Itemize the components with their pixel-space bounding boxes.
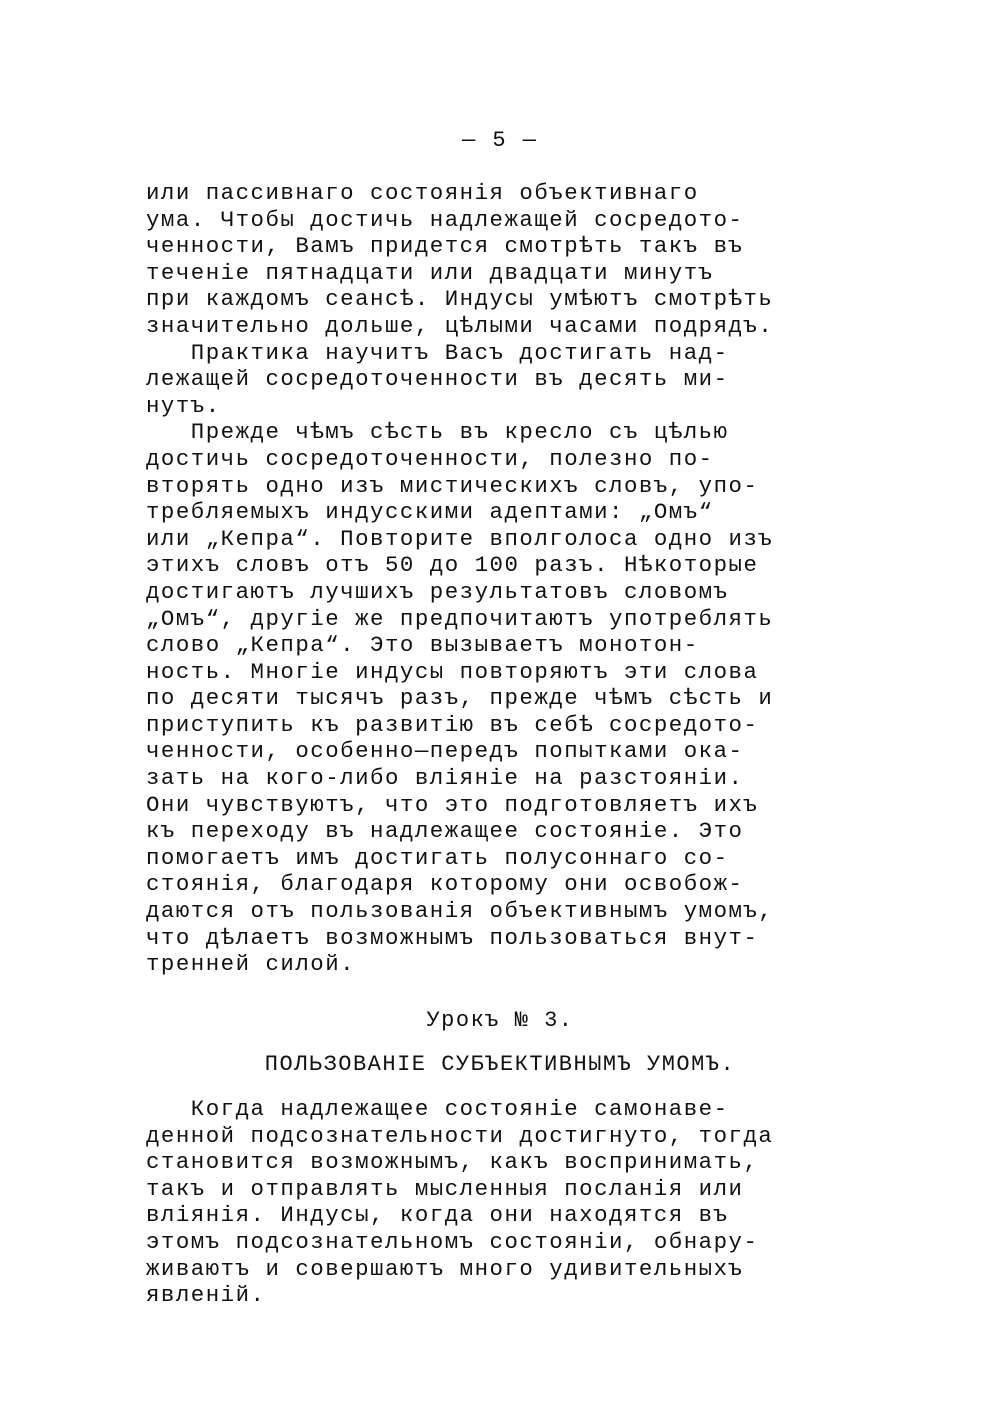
text-line: при каждомъ сеансѣ. Индусы умѣютъ смотрѣть bbox=[146, 286, 774, 313]
text-line: Практика научитъ Васъ достигать над- bbox=[146, 339, 729, 366]
text-line: Они чувствуютъ, что это подготовляетъ ихъ bbox=[146, 791, 759, 818]
text-line: значительно дольше, цѣлыми часами подрядъ. bbox=[146, 312, 774, 339]
text-line: зать на кого-либо вліяніе на разстояніи. bbox=[146, 765, 744, 792]
paragraph-block-2 bbox=[146, 1096, 858, 1309]
text-line: ченности, Вамъ придется смотрѣть такъ въ bbox=[146, 233, 744, 260]
text-line: этомъ подсознательномъ состояніи, обнару- bbox=[146, 1228, 759, 1255]
text-line: или „Кепра“. Повторите вполголоса одно изъ bbox=[146, 525, 774, 552]
text-line: или пассивнаго состоянія объективнаго bbox=[146, 180, 699, 206]
text-line: тренней силой. bbox=[146, 951, 356, 978]
text-line: помогаетъ имъ достигать полусоннаго со- bbox=[146, 844, 729, 871]
text-line: Прежде чѣмъ сѣсть въ кресло съ цѣлью bbox=[146, 419, 729, 446]
text-line: вторять одно изъ мистическихъ словъ, упо- bbox=[146, 472, 759, 499]
text-line: нутъ. bbox=[146, 392, 221, 419]
text-line: этихъ словъ отъ 50 до 100 разъ. Нѣкоторые bbox=[146, 552, 759, 579]
text-line: стоянія, благодаря которому они освобож- bbox=[146, 871, 744, 898]
lesson-title: Урокъ № 3. bbox=[426, 1008, 574, 1033]
text-line: къ переходу въ надлежащее состояніе. Это bbox=[146, 818, 744, 845]
text-line: живаютъ и совершаютъ много удивительныхъ bbox=[146, 1255, 744, 1282]
text-line: ность. Многіе индусы повторяютъ эти слова bbox=[146, 658, 759, 685]
text-line: „Омъ“, другіе же предпочитаютъ употреблять bbox=[146, 605, 774, 632]
text-line: денной подсознательности достигнуто, тогда bbox=[146, 1122, 774, 1149]
text-line: приступить къ развитію въ себѣ сосредото- bbox=[146, 711, 759, 738]
text-line: лежащей сосредоточенности въ десять ми- bbox=[146, 366, 729, 393]
text-line: что дѣлаетъ возможнымъ пользоваться внут- bbox=[146, 924, 759, 951]
page-number: — 5 — bbox=[461, 128, 538, 153]
text-line: такъ и отправлять мысленныя посланія или bbox=[146, 1175, 744, 1202]
text-line: теченіе пятнадцати или двадцати минутъ bbox=[146, 259, 714, 286]
text-line: по десяти тысячъ разъ, прежде чѣмъ сѣсть и bbox=[146, 685, 774, 712]
text-line: даются отъ пользованія объективнымъ умомъ, bbox=[146, 898, 774, 925]
text-line: ума. Чтобы достичь надлежащей сосредото- bbox=[146, 206, 744, 233]
text-line: Когда надлежащее состояніе самонаве- bbox=[146, 1096, 729, 1122]
text-line: требляемыхъ индусскими адептами: „Омъ“ bbox=[146, 499, 714, 526]
section-title: ПОЛЬЗОВАНІЕ СУБЪЕКТИВНЫМЪ УМОМЪ. bbox=[264, 1052, 736, 1077]
text-line: ченности, особенно—передъ попытками ока- bbox=[146, 738, 744, 765]
text-line: вліянія. Индусы, когда они находятся въ bbox=[146, 1202, 729, 1229]
text-line: становится возможнымъ, какъ воспринимать, bbox=[146, 1149, 759, 1176]
text-line: слово „Кепра“. Это вызываетъ монотон- bbox=[146, 632, 699, 659]
paragraph-block-1 bbox=[146, 180, 858, 978]
text-line: явленій. bbox=[146, 1282, 266, 1309]
text-line: достичь сосредоточенности, полезно по- bbox=[146, 445, 714, 472]
text-line: достигаютъ лучшихъ результатовъ словомъ bbox=[146, 578, 729, 605]
